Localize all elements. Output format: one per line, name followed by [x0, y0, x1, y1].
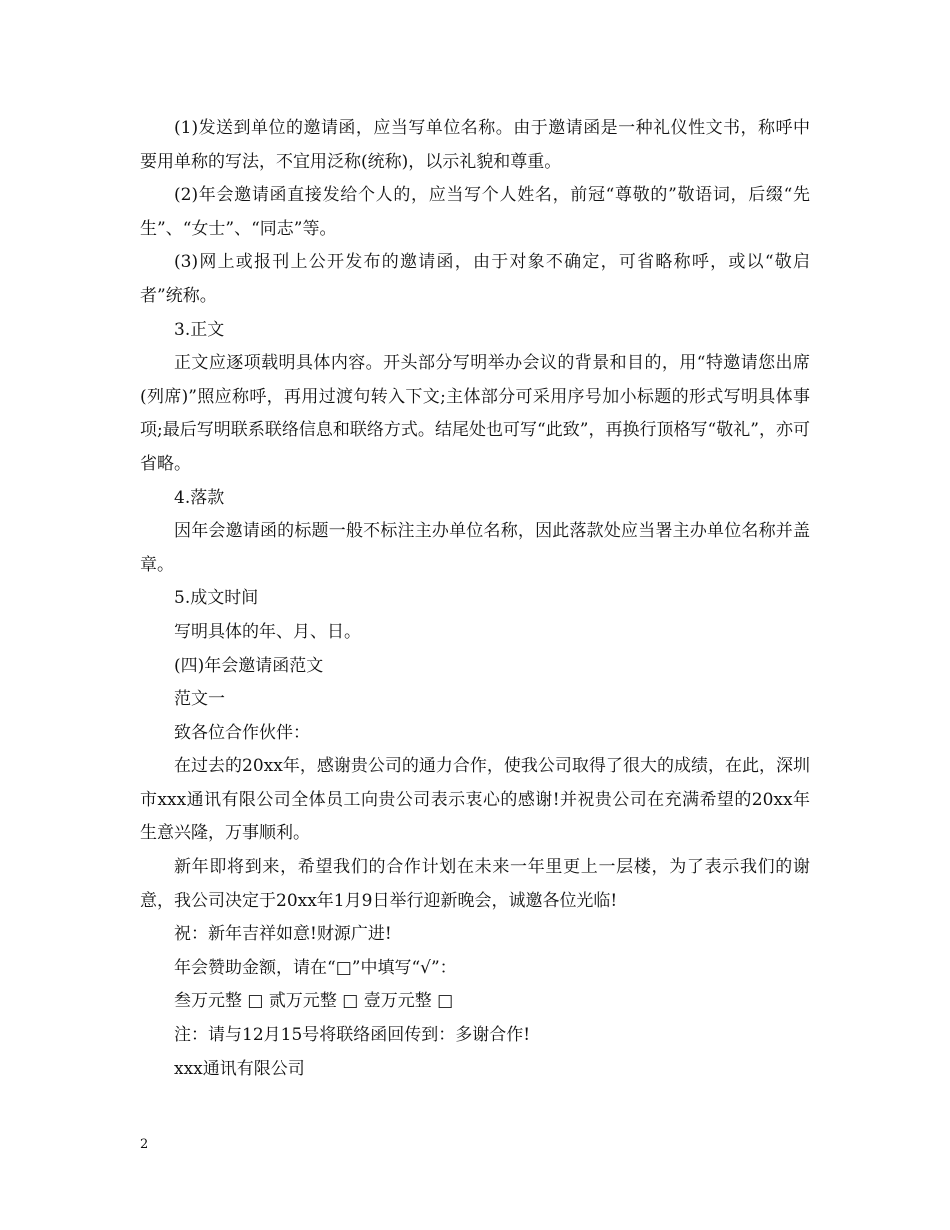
document-body — [140, 112, 810, 1086]
letter-company: xxx通讯有限公司 — [174, 1058, 305, 1079]
letter-greeting: 致各位合作伙伴： — [174, 722, 310, 743]
letter-paragraph-invitation: 新年即将到来，希望我们的合作计划在未来一年里更上一层楼，为了表示我们的谢意，我公司决定于20xx年1月9日举行迎新晚会，诚邀各位光临! — [140, 857, 810, 911]
heading-sample: (四)年会邀请函范文 — [174, 655, 324, 676]
heading-body-text: 3.正文 — [174, 319, 225, 340]
paragraph-salutation-public: (3)网上或报刊上公开发布的邀请函，由于对象不确定，可省略称呼，或以“敬启者”统称。 — [140, 252, 810, 306]
paragraph-salutation-individual: (2)年会邀请函直接发给个人的，应当写个人姓名，前冠“尊敬的”敬语词，后缀“先生”、“女士”、“同志”等。 — [140, 185, 810, 239]
letter-wishes: 祝：新年吉祥如意!财源广进! — [174, 924, 392, 945]
page-number: 2 — [140, 1137, 149, 1152]
paragraph-body-text: 正文应逐项载明具体内容。开头部分写明举办会议的背景和目的，用“特邀请您出席(列席)”照应称呼，再用过渡句转入下文;主体部分可采用序号加小标题的形式写明具体事项;最后写明联系联络信息和联络方式。结尾处也可写“此致”，再换行顶格写“敬礼”，亦可省略。 — [140, 353, 810, 474]
paragraph-signature: 因年会邀请函的标题一般不标注主办单位名称，因此落款处应当署主办单位名称并盖章。 — [140, 521, 810, 575]
heading-signature: 4.落款 — [174, 487, 225, 508]
letter-note: 注：请与12月15号将联络函回传到：多谢合作! — [174, 1025, 531, 1046]
letter-paragraph-thanks: 在过去的20xx年，感谢贵公司的通力合作，使我公司取得了很大的成绩，在此，深圳市xxx通讯有限公司全体员工向贵公司表示衷心的感谢!并祝贵公司在充满希望的20xx年生意兴隆，万事顺利。 — [140, 756, 810, 844]
letter-sponsorship-instruction: 年会赞助金额，请在“□”中填写“√”： — [174, 957, 457, 978]
heading-date: 5.成文时间 — [174, 588, 259, 609]
letter-sponsorship-options: 叁万元整 □ 贰万元整 □ 壹万元整 □ — [174, 991, 454, 1012]
paragraph-date: 写明具体的年、月、日。 — [174, 621, 361, 642]
paragraph-salutation-unit: (1)发送到单位的邀请函，应当写单位名称。由于邀请函是一种礼仪性文书，称呼中要用单称的写法，不宜用泛称(统称)，以示礼貌和尊重。 — [140, 118, 810, 172]
heading-sample-one: 范文一 — [174, 689, 225, 710]
